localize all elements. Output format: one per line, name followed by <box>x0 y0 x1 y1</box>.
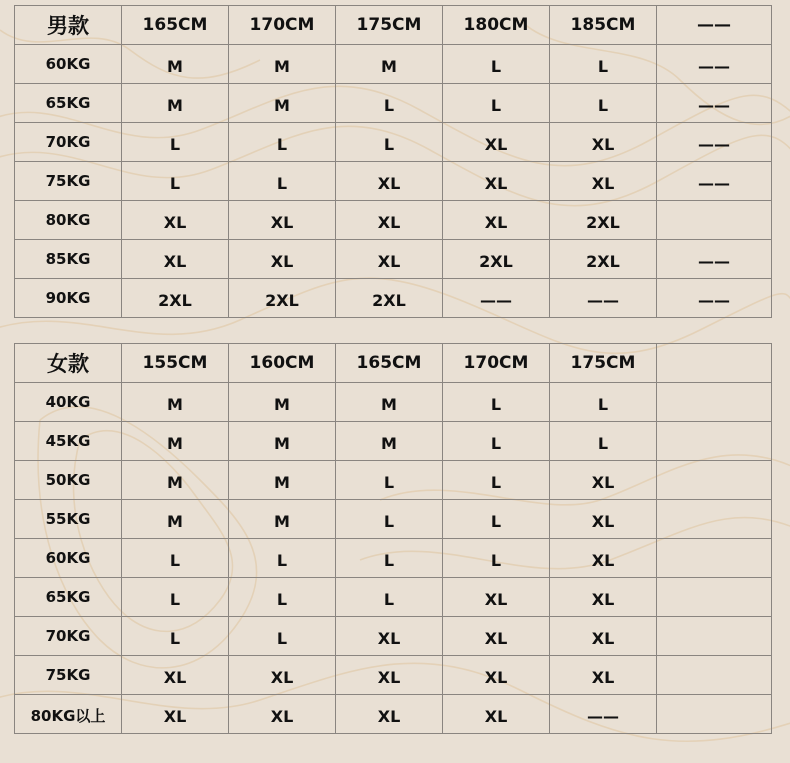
size-cell: XL <box>443 617 550 656</box>
size-cell: —— <box>550 279 657 318</box>
size-cell: XL <box>550 578 657 617</box>
weight-label: 70KG <box>15 617 122 656</box>
size-cell: XL <box>550 123 657 162</box>
size-cell: XL <box>229 240 336 279</box>
weight-label: 55KG <box>15 500 122 539</box>
size-cell: XL <box>443 123 550 162</box>
size-cell: XL <box>443 695 550 734</box>
men-table-body <box>15 6 772 318</box>
size-cell: M <box>122 45 229 84</box>
men-height-header: 185CM <box>550 6 657 45</box>
table-row <box>15 617 772 656</box>
size-cell <box>657 422 772 461</box>
size-cell: L <box>443 500 550 539</box>
size-cell: M <box>122 461 229 500</box>
size-cell: L <box>336 500 443 539</box>
size-cell: M <box>336 422 443 461</box>
size-cell: L <box>443 383 550 422</box>
weight-label: 90KG <box>15 279 122 318</box>
size-cell: L <box>336 123 443 162</box>
size-cell: XL <box>229 656 336 695</box>
size-cell: XL <box>336 656 443 695</box>
table-row <box>15 162 772 201</box>
size-cell: L <box>229 123 336 162</box>
size-cell: XL <box>550 617 657 656</box>
size-cell: M <box>122 383 229 422</box>
weight-label: 60KG <box>15 539 122 578</box>
women-height-header <box>657 344 772 383</box>
size-cell: L <box>336 84 443 123</box>
size-cell: L <box>443 45 550 84</box>
size-cell: M <box>122 500 229 539</box>
size-cell: —— <box>657 84 772 123</box>
size-cell: M <box>229 461 336 500</box>
size-cell: XL <box>443 578 550 617</box>
table-row <box>15 45 772 84</box>
table-row <box>15 84 772 123</box>
size-cell: XL <box>336 162 443 201</box>
men-height-header: 180CM <box>443 6 550 45</box>
weight-label: 65KG <box>15 84 122 123</box>
size-cell: L <box>550 383 657 422</box>
size-cell: XL <box>443 162 550 201</box>
size-cell: XL <box>229 201 336 240</box>
size-cell: L <box>336 578 443 617</box>
women-table-title: 女款 <box>15 344 122 383</box>
size-cell <box>657 500 772 539</box>
women-height-header: 170CM <box>443 344 550 383</box>
size-cell: 2XL <box>229 279 336 318</box>
size-cell: XL <box>336 617 443 656</box>
size-cell: —— <box>657 162 772 201</box>
table-row <box>15 578 772 617</box>
table-row <box>15 539 772 578</box>
women-header-row <box>15 344 772 383</box>
size-cell: XL <box>336 201 443 240</box>
size-cell: L <box>336 461 443 500</box>
size-cell: M <box>229 500 336 539</box>
women-height-header: 160CM <box>229 344 336 383</box>
size-cell: L <box>122 123 229 162</box>
size-cell: XL <box>550 162 657 201</box>
size-cell: 2XL <box>122 279 229 318</box>
table-row <box>15 383 772 422</box>
size-cell: XL <box>122 201 229 240</box>
size-cell: 2XL <box>443 240 550 279</box>
size-cell: XL <box>336 695 443 734</box>
size-cell: L <box>229 578 336 617</box>
size-cell: L <box>229 617 336 656</box>
size-cell: 2XL <box>550 201 657 240</box>
size-cell: —— <box>657 279 772 318</box>
size-cell: L <box>550 422 657 461</box>
women-size-table <box>14 343 772 734</box>
men-table-title: 男款 <box>15 6 122 45</box>
women-height-header: 175CM <box>550 344 657 383</box>
women-height-header: 165CM <box>336 344 443 383</box>
size-cell <box>657 656 772 695</box>
table-row <box>15 695 772 734</box>
size-cell: XL <box>229 695 336 734</box>
men-size-table <box>14 5 772 318</box>
size-cell <box>657 617 772 656</box>
size-cell <box>657 539 772 578</box>
weight-label: 70KG <box>15 123 122 162</box>
size-cell: L <box>229 162 336 201</box>
men-height-header: —— <box>657 6 772 45</box>
size-cell: L <box>122 578 229 617</box>
size-cell: L <box>550 45 657 84</box>
size-cell: L <box>443 422 550 461</box>
size-cell: M <box>229 422 336 461</box>
weight-label: 40KG <box>15 383 122 422</box>
size-cell: M <box>229 45 336 84</box>
table-row <box>15 201 772 240</box>
size-cell: XL <box>336 240 443 279</box>
size-cell: XL <box>550 539 657 578</box>
size-cell: XL <box>122 240 229 279</box>
size-cell: L <box>122 539 229 578</box>
size-cell: L <box>443 461 550 500</box>
weight-label: 85KG <box>15 240 122 279</box>
size-cell: M <box>336 45 443 84</box>
size-cell: —— <box>657 45 772 84</box>
women-height-header: 155CM <box>122 344 229 383</box>
size-cell: M <box>122 84 229 123</box>
size-cell: L <box>229 539 336 578</box>
size-cell: L <box>443 84 550 123</box>
size-cell: —— <box>550 695 657 734</box>
size-cell: L <box>122 162 229 201</box>
size-cell <box>657 461 772 500</box>
size-cell: —— <box>657 240 772 279</box>
men-height-header: 170CM <box>229 6 336 45</box>
table-row <box>15 500 772 539</box>
men-header-row <box>15 6 772 45</box>
size-cell: M <box>122 422 229 461</box>
women-table-body <box>15 344 772 734</box>
size-cell: XL <box>550 500 657 539</box>
size-cell: XL <box>443 656 550 695</box>
table-row <box>15 279 772 318</box>
weight-label: 65KG <box>15 578 122 617</box>
weight-label: 75KG <box>15 656 122 695</box>
table-row <box>15 123 772 162</box>
weight-label: 50KG <box>15 461 122 500</box>
size-cell: XL <box>550 461 657 500</box>
size-cell: L <box>336 539 443 578</box>
weight-label: 80KG <box>15 201 122 240</box>
men-height-header: 175CM <box>336 6 443 45</box>
table-row <box>15 461 772 500</box>
size-cell: 2XL <box>550 240 657 279</box>
size-cell: L <box>443 539 550 578</box>
table-row <box>15 422 772 461</box>
weight-label: 75KG <box>15 162 122 201</box>
size-cell: —— <box>657 123 772 162</box>
size-cell: L <box>122 617 229 656</box>
size-cell: XL <box>443 201 550 240</box>
size-cell <box>657 383 772 422</box>
size-cell <box>657 695 772 734</box>
size-cell: M <box>336 383 443 422</box>
size-cell: M <box>229 84 336 123</box>
size-cell <box>657 578 772 617</box>
men-height-header: 165CM <box>122 6 229 45</box>
table-row <box>15 656 772 695</box>
weight-label: 45KG <box>15 422 122 461</box>
size-cell: XL <box>550 656 657 695</box>
size-cell: —— <box>443 279 550 318</box>
size-cell <box>657 201 772 240</box>
size-cell: M <box>229 383 336 422</box>
size-cell: L <box>550 84 657 123</box>
size-cell: XL <box>122 656 229 695</box>
weight-label: 60KG <box>15 45 122 84</box>
table-row <box>15 240 772 279</box>
weight-label: 80KG以上 <box>15 695 122 734</box>
size-cell: 2XL <box>336 279 443 318</box>
size-cell: XL <box>122 695 229 734</box>
